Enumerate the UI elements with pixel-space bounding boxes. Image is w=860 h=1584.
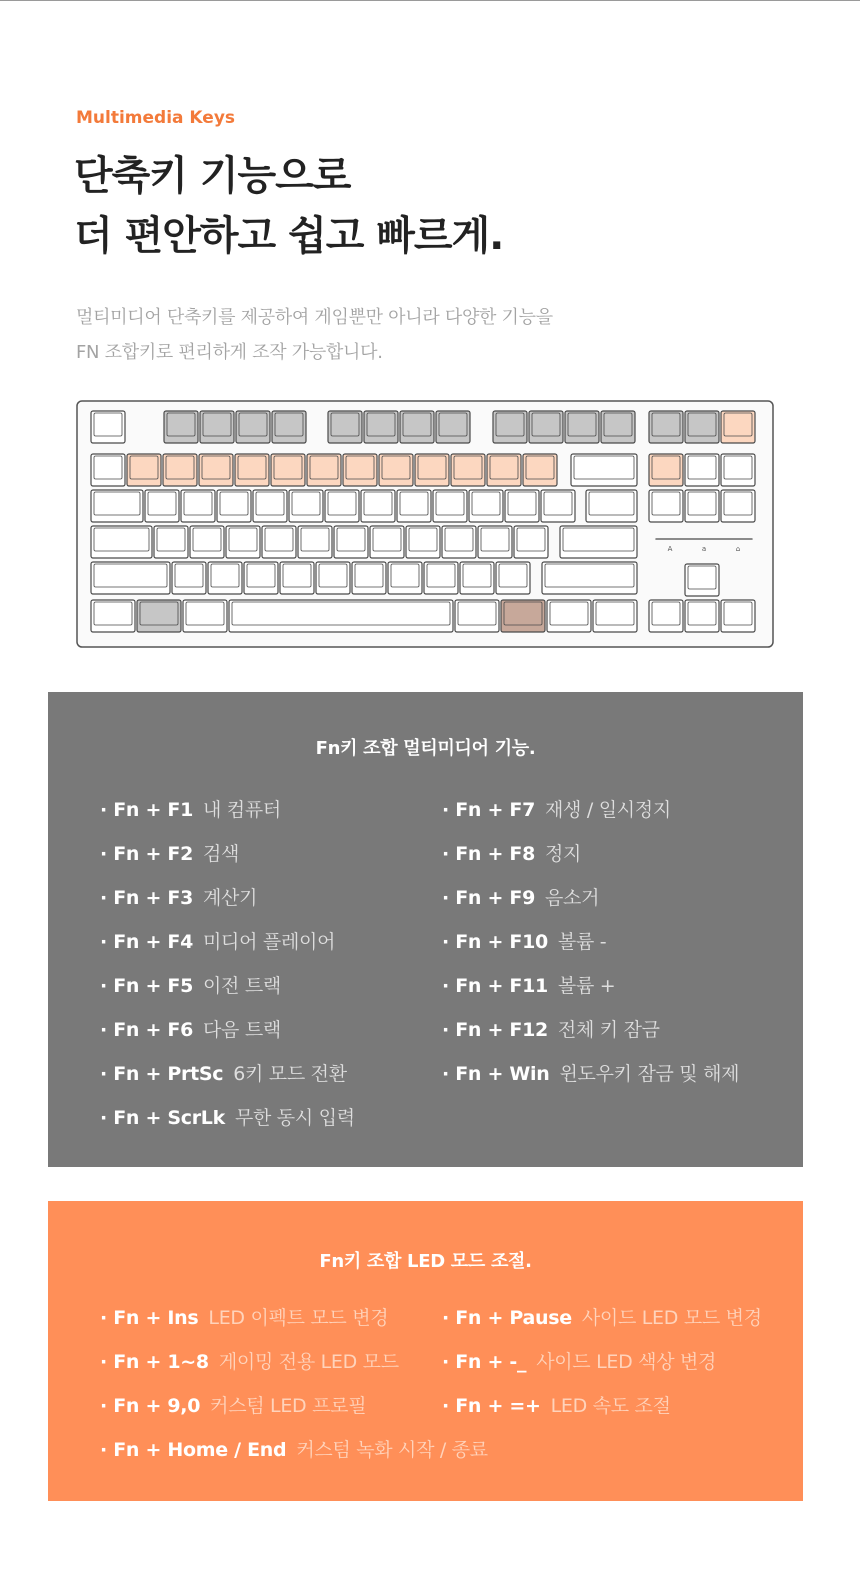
shortcut-key: · Fn + F12 xyxy=(442,1019,548,1041)
shortcut-description: 6키 모드 전환 xyxy=(233,1063,347,1085)
keyboard-key xyxy=(91,562,170,594)
shortcut-key: · Fn + F1 xyxy=(100,799,193,821)
led-panel-title: Fn키 조합 LED 모드 조절. xyxy=(319,1251,532,1272)
multimedia-shortcut-item xyxy=(442,839,581,866)
shortcut-description: 검색 xyxy=(203,843,240,865)
shortcut-key: · Fn + PrtSc xyxy=(100,1063,224,1085)
keyboard-key xyxy=(397,490,431,522)
multimedia-shortcut-item xyxy=(100,971,281,998)
keyboard-key xyxy=(164,411,198,443)
multimedia-shortcut-item xyxy=(100,1059,347,1086)
keyboard-key xyxy=(352,562,386,594)
keyboard-key xyxy=(496,562,530,594)
keyboard-key xyxy=(721,411,755,443)
led-shortcut-item xyxy=(100,1347,399,1374)
keyboard-key xyxy=(455,600,499,632)
keyboard-key xyxy=(565,411,599,443)
keyboard-key xyxy=(415,454,449,486)
keyboard-key xyxy=(364,411,398,443)
page-description xyxy=(76,300,553,370)
multimedia-shortcut-item xyxy=(442,1015,660,1042)
multimedia-shortcut-item xyxy=(100,1103,355,1130)
shortcut-key: · Fn + Win xyxy=(442,1063,550,1085)
keyboard-key xyxy=(542,562,637,594)
keyboard-key xyxy=(487,454,521,486)
keyboard-key xyxy=(253,490,287,522)
multimedia-shortcut-item xyxy=(100,1015,281,1042)
shortcut-description: LED 이펙트 모드 변경 xyxy=(208,1307,389,1329)
shortcut-description: 재생 / 일시정지 xyxy=(545,799,671,821)
top-divider xyxy=(0,0,860,1)
multimedia-shortcut-item xyxy=(442,883,599,910)
indicator-scroll: ⌂ xyxy=(735,545,741,553)
keyboard-key xyxy=(649,411,683,443)
multimedia-shortcut-item xyxy=(100,839,239,866)
keyboard-key xyxy=(91,600,135,632)
shortcut-description: 음소거 xyxy=(545,887,600,909)
keyboard-key xyxy=(200,411,234,443)
keyboard-key xyxy=(547,600,591,632)
shortcut-description: 전체 키 잠금 xyxy=(557,1019,660,1041)
keyboard-key xyxy=(325,490,359,522)
indicator-caps: A xyxy=(667,545,673,553)
keyboard-key xyxy=(685,411,719,443)
keyboard-key xyxy=(298,526,332,558)
shortcut-description: 이전 트랙 xyxy=(203,975,281,997)
keyboard-key xyxy=(334,526,368,558)
keyboard-key xyxy=(328,411,362,443)
keyboard-key xyxy=(272,411,306,443)
shortcut-description: 다음 트랙 xyxy=(203,1019,281,1041)
keyboard-key xyxy=(493,411,527,443)
keyboard-illustration xyxy=(76,400,776,650)
led-shortcut-item xyxy=(442,1347,716,1374)
keyboard-key xyxy=(361,490,395,522)
keyboard-key xyxy=(91,490,143,522)
led-shortcut-item xyxy=(100,1435,488,1462)
keyboard-key xyxy=(343,454,377,486)
keyboard-key xyxy=(262,526,296,558)
keyboard-key xyxy=(208,562,242,594)
keyboard-key xyxy=(721,454,755,486)
multimedia-shortcut-item xyxy=(100,883,257,910)
keyboard-key xyxy=(183,600,227,632)
shortcut-key: · Fn + F11 xyxy=(442,975,548,997)
keyboard-key xyxy=(91,454,125,486)
shortcut-description: 볼륨 - xyxy=(557,931,607,953)
led-shortcut-item xyxy=(100,1303,388,1330)
description-line-2: FN 조합키로 편리하게 조작 가능합니다. xyxy=(76,342,383,363)
led-shortcut-item xyxy=(100,1391,366,1418)
keyboard-key xyxy=(190,526,224,558)
shortcut-key: · Fn + -_ xyxy=(442,1351,527,1373)
keyboard-key xyxy=(685,490,719,522)
keyboard-key xyxy=(137,600,181,632)
shortcut-description: 볼륨 + xyxy=(557,975,616,997)
keyboard-key xyxy=(199,454,233,486)
led-shortcut-item xyxy=(442,1391,671,1418)
keyboard-key xyxy=(685,600,719,632)
keyboard-key xyxy=(601,411,635,443)
keyboard-key xyxy=(172,562,206,594)
keyboard-key xyxy=(406,526,440,558)
keyboard-key xyxy=(316,562,350,594)
keyboard-key xyxy=(91,411,125,443)
page-headline xyxy=(74,146,503,266)
keyboard-key xyxy=(523,454,557,486)
keyboard-key xyxy=(244,562,278,594)
shortcut-description: 게이밍 전용 LED 모드 xyxy=(218,1351,399,1373)
keyboard-key xyxy=(181,490,215,522)
keyboard-key xyxy=(541,490,575,522)
keyboard-key xyxy=(379,454,413,486)
keyboard-key xyxy=(586,490,637,522)
shortcut-key: · Fn + F3 xyxy=(100,887,193,909)
keyboard-key xyxy=(442,526,476,558)
keyboard-key xyxy=(721,600,755,632)
shortcut-description: 커스텀 녹화 시작 / 종료 xyxy=(296,1439,488,1461)
keyboard-key xyxy=(685,564,719,596)
multimedia-shortcut-item xyxy=(100,927,335,954)
shortcut-key: · Fn + F6 xyxy=(100,1019,193,1041)
keyboard-key xyxy=(433,490,467,522)
keyboard-key xyxy=(229,600,453,632)
indicator-num: a xyxy=(701,545,707,553)
description-line-1: 멀티미디어 단축키를 제공하여 게임뿐만 아니라 다양한 기능을 xyxy=(76,307,553,328)
keyboard-key xyxy=(529,411,563,443)
headline-line-1: 단축키 기능으로 xyxy=(74,153,351,199)
keyboard-key xyxy=(424,562,458,594)
shortcut-key: · Fn + F2 xyxy=(100,843,193,865)
shortcut-key: · Fn + 9,0 xyxy=(100,1395,201,1417)
keyboard-key xyxy=(460,562,494,594)
shortcut-key: · Fn + Pause xyxy=(442,1307,572,1329)
keyboard-key xyxy=(226,526,260,558)
keyboard-key xyxy=(451,454,485,486)
section-eyebrow: Multimedia Keys xyxy=(76,108,236,128)
multimedia-panel-title: Fn키 조합 멀티미디어 기능. xyxy=(315,738,536,759)
multimedia-shortcut-item xyxy=(442,1059,739,1086)
multimedia-shortcut-item xyxy=(442,927,606,954)
keyboard-key xyxy=(649,490,683,522)
keyboard-key xyxy=(280,562,314,594)
shortcut-description: 무한 동시 입력 xyxy=(234,1107,355,1129)
keyboard-key xyxy=(478,526,512,558)
keyboard-key xyxy=(400,411,434,443)
led-panel xyxy=(48,1201,803,1501)
shortcut-key: · Fn + Ins xyxy=(100,1307,199,1329)
keyboard-key xyxy=(505,490,539,522)
shortcut-key: · Fn + 1~8 xyxy=(100,1351,209,1373)
keyboard-key xyxy=(469,490,503,522)
shortcut-description: 미디어 플레이어 xyxy=(203,931,336,953)
keyboard-key xyxy=(721,490,755,522)
keyboard-key xyxy=(501,600,545,632)
keyboard-key xyxy=(571,454,637,486)
keyboard-key xyxy=(593,600,637,632)
keyboard-key xyxy=(685,454,719,486)
keyboard-key xyxy=(649,454,683,486)
multimedia-shortcut-item xyxy=(442,795,671,822)
keyboard-key xyxy=(127,454,161,486)
shortcut-key: · Fn + F8 xyxy=(442,843,535,865)
shortcut-key: · Fn + F5 xyxy=(100,975,193,997)
keyboard-key xyxy=(236,411,270,443)
keyboard-key xyxy=(145,490,179,522)
shortcut-key: · Fn + F4 xyxy=(100,931,193,953)
keyboard-key xyxy=(163,454,197,486)
keyboard-key xyxy=(388,562,422,594)
multimedia-panel xyxy=(48,692,803,1167)
shortcut-description: 윈도우키 잠금 및 해제 xyxy=(559,1063,740,1085)
shortcut-description: LED 속도 조절 xyxy=(550,1395,671,1417)
headline-line-2: 더 편안하고 쉽고 빠르게. xyxy=(74,213,504,259)
keyboard-key xyxy=(289,490,323,522)
led-shortcut-item xyxy=(442,1303,762,1330)
shortcut-description: 정지 xyxy=(545,843,582,865)
keyboard-key xyxy=(514,526,548,558)
shortcut-description: 사이드 LED 색상 변경 xyxy=(536,1351,717,1373)
shortcut-key: · Fn + F10 xyxy=(442,931,548,953)
shortcut-key: · Fn + Home / End xyxy=(100,1439,287,1461)
keyboard-key xyxy=(370,526,404,558)
keyboard-key xyxy=(649,600,683,632)
shortcut-key: · Fn + F9 xyxy=(442,887,535,909)
keyboard-key xyxy=(436,411,470,443)
keyboard-key xyxy=(235,454,269,486)
shortcut-description: 사이드 LED 모드 변경 xyxy=(581,1307,762,1329)
shortcut-description: 커스텀 LED 프로필 xyxy=(210,1395,367,1417)
shortcut-key: · Fn + ScrLk xyxy=(100,1107,225,1129)
keyboard-key xyxy=(91,526,152,558)
shortcut-key: · Fn + =+ xyxy=(442,1395,541,1417)
shortcut-description: 계산기 xyxy=(203,887,258,909)
multimedia-shortcut-item xyxy=(100,795,281,822)
keyboard-key xyxy=(560,526,637,558)
multimedia-shortcut-item xyxy=(442,971,615,998)
keyboard-key xyxy=(307,454,341,486)
shortcut-description: 내 컴퓨터 xyxy=(203,799,281,821)
shortcut-key: · Fn + F7 xyxy=(442,799,535,821)
keyboard-key xyxy=(154,526,188,558)
keyboard-key xyxy=(217,490,251,522)
keyboard-key xyxy=(271,454,305,486)
